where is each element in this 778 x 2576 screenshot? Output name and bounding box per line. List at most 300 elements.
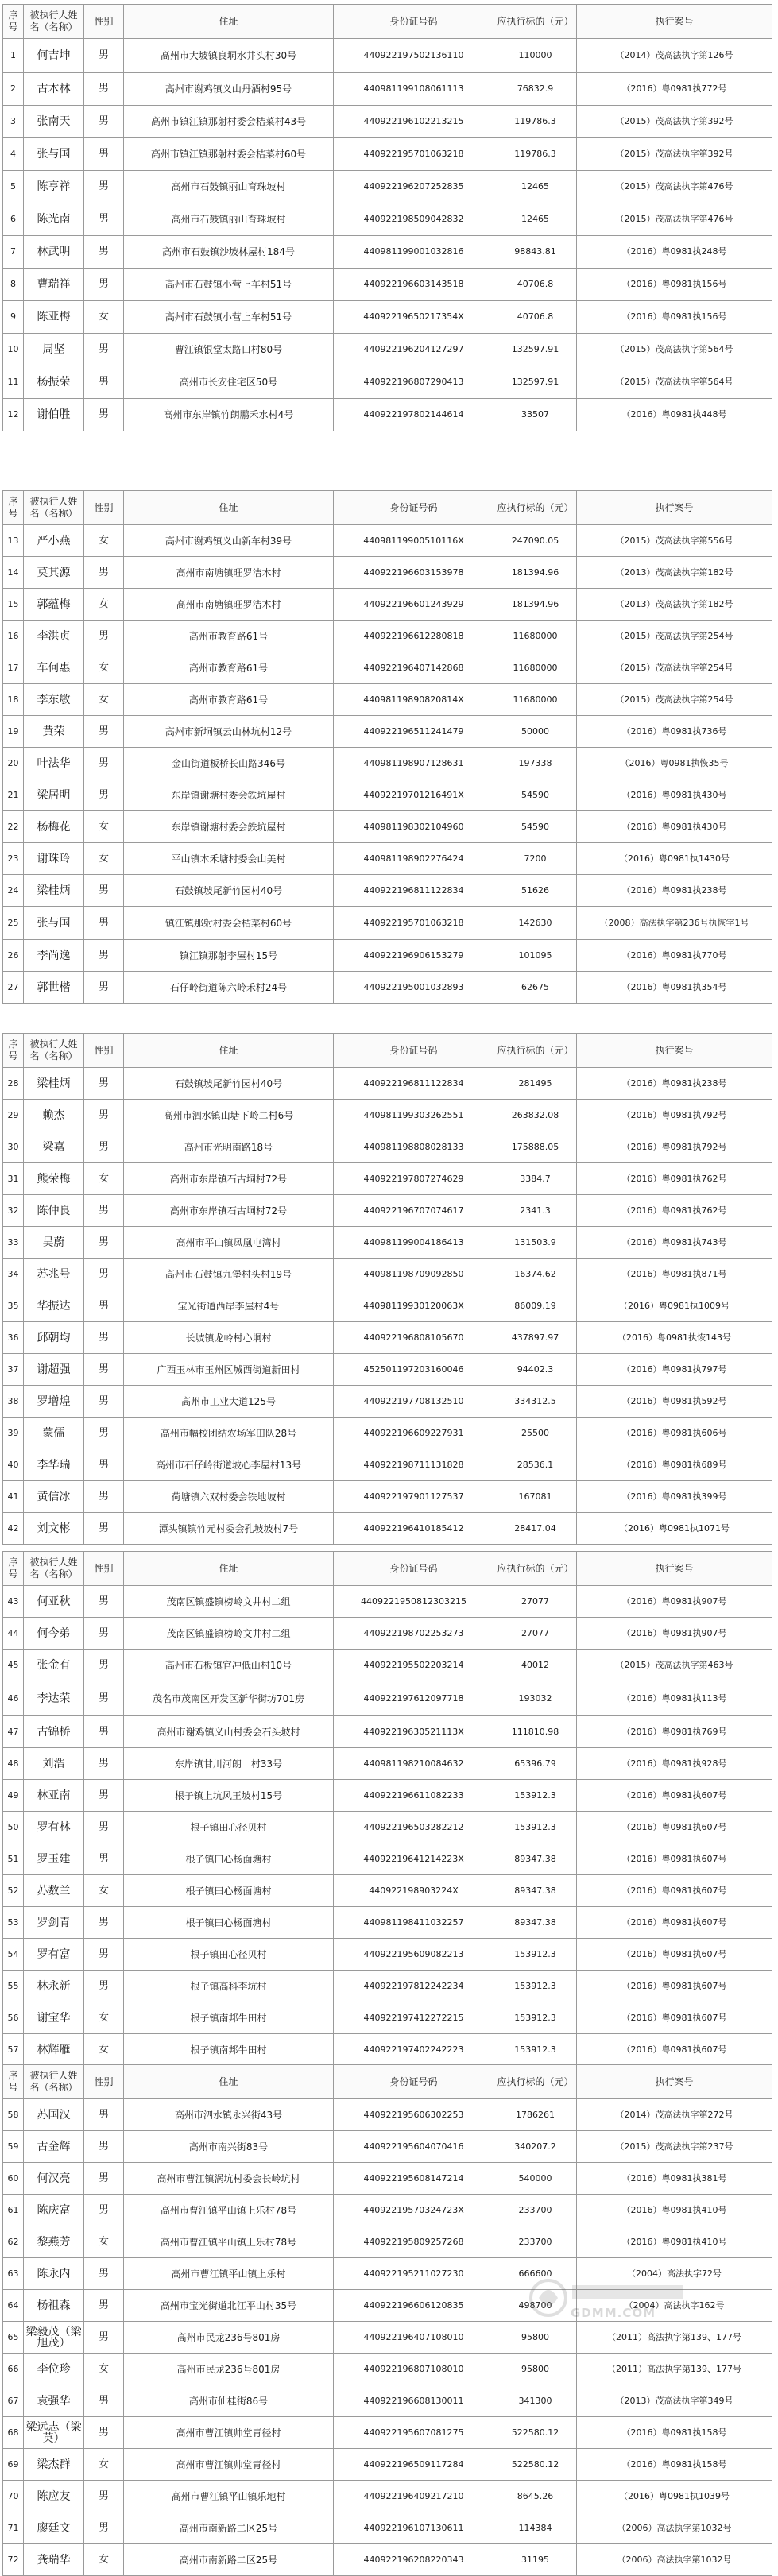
cell-amount: 50000 xyxy=(494,716,577,748)
cell-amount: 131503.9 xyxy=(494,1227,577,1259)
cell-id: 440981199108061113 xyxy=(334,73,494,106)
cell-id: 440922195701063218 xyxy=(334,138,494,171)
cell-sex: 男 xyxy=(84,2385,124,2417)
table-row xyxy=(3,972,772,1004)
cell-case: （2016）粤0981执238号 xyxy=(577,1068,772,1100)
cell-sex: 男 xyxy=(84,1481,124,1513)
cell-address: 高州市石仔岭街道坡心李屋村13号 xyxy=(124,1449,334,1481)
cell-amount: 522580.12 xyxy=(494,2417,577,2449)
cell-sex: 男 xyxy=(84,1290,124,1322)
cell-address: 高州市南塘镇旺罗洁木村 xyxy=(124,557,334,589)
column-header-seq: 序号 xyxy=(3,1034,24,1068)
cell-case: （2016）粤0981执恢35号 xyxy=(577,748,772,779)
table-row xyxy=(3,2449,772,2481)
cell-amount: 153912.3 xyxy=(494,2002,577,2034)
cell-sex: 男 xyxy=(84,1681,124,1716)
cell-address: 根子镇田心杨面塘村 xyxy=(124,1875,334,1907)
table-row xyxy=(3,301,772,334)
table-row xyxy=(3,1843,772,1875)
cell-case: （2004）高法执字72号 xyxy=(577,2258,772,2290)
cell-amount: 40706.8 xyxy=(494,301,577,334)
cell-sex: 男 xyxy=(84,1513,124,1545)
cell-address: 高州市新垌镇云山林坑村12号 xyxy=(124,716,334,748)
cell-amount: 28536.1 xyxy=(494,1449,577,1481)
table-row xyxy=(3,2354,772,2385)
cell-case: （2015）茂高法执字第564号 xyxy=(577,366,772,399)
cell-sex: 男 xyxy=(84,1907,124,1939)
column-header-sex: 性别 xyxy=(84,1552,124,1586)
cell-case: （2016）粤0981执1009号 xyxy=(577,1290,772,1322)
cell-seq: 14 xyxy=(3,557,24,589)
cell-address: 镇江镇那射村委会桔菜村60号 xyxy=(124,907,334,940)
cell-id: 440922197708132510 xyxy=(334,1386,494,1418)
table-row xyxy=(3,203,772,236)
cell-seq: 8 xyxy=(3,269,24,301)
cell-id: 440922198509042832 xyxy=(334,203,494,236)
cell-name: 罗有林 xyxy=(24,1812,84,1843)
cell-sex: 女 xyxy=(84,2226,124,2258)
cell-id: 440922196102213215 xyxy=(334,106,494,138)
column-header-sex: 性别 xyxy=(84,5,124,39)
cell-seq: 15 xyxy=(3,589,24,621)
column-header-address: 住址 xyxy=(124,1034,334,1068)
table-row xyxy=(3,1939,772,1971)
cell-id: 44092219641214223X xyxy=(334,1843,494,1875)
cell-address: 潭头镇镇竹元村委会孔坡坡村7号 xyxy=(124,1513,334,1545)
cell-id: 452501197203160046 xyxy=(334,1354,494,1386)
cell-sex: 男 xyxy=(84,106,124,138)
table-row xyxy=(3,684,772,716)
cell-id: 440981198808028133 xyxy=(334,1131,494,1163)
cell-amount: 8645.26 xyxy=(494,2481,577,2512)
execution-table-section xyxy=(2,2064,772,2576)
cell-id: 440922196511241479 xyxy=(334,716,494,748)
cell-case: （2016）粤0981执410号 xyxy=(577,2226,772,2258)
cell-case: （2016）粤0981执恢143号 xyxy=(577,1322,772,1354)
cell-amount: 498700 xyxy=(494,2290,577,2322)
cell-name: 谢珠玲 xyxy=(24,843,84,875)
cell-address: 高州市东岸镇石古垌村72号 xyxy=(124,1195,334,1227)
cell-sex: 女 xyxy=(84,301,124,334)
column-header-name: 被执行人姓名（名称） xyxy=(24,1552,84,1586)
column-header-seq: 序号 xyxy=(3,5,24,39)
cell-name: 蒙儒 xyxy=(24,1418,84,1449)
cell-id: 440922196609227931 xyxy=(334,1418,494,1449)
table-row xyxy=(3,2131,772,2163)
cell-seq: 21 xyxy=(3,779,24,811)
cell-address: 根子镇田心径贝村 xyxy=(124,1812,334,1843)
cell-id: 44092219890322​4X xyxy=(334,1875,494,1907)
cell-address: 高州市南新路二区25号 xyxy=(124,2512,334,2544)
cell-seq: 69 xyxy=(3,2449,24,2481)
cell-case: （2016）粤0981执607号 xyxy=(577,1875,772,1907)
cell-case: （2015）茂高法执字第237号 xyxy=(577,2131,772,2163)
cell-name: 李达荣 xyxy=(24,1681,84,1716)
table-row xyxy=(3,2099,772,2131)
cell-name: 梁桂炳 xyxy=(24,875,84,907)
table-row xyxy=(3,1259,772,1290)
cell-case: （2016）粤0981执592号 xyxy=(577,1386,772,1418)
table-row xyxy=(3,716,772,748)
cell-name: 何亚秋 xyxy=(24,1586,84,1618)
cell-amount: 193032 xyxy=(494,1681,577,1716)
cell-address: 荷塘镇六双村委会铁地坡村 xyxy=(124,1481,334,1513)
table-row xyxy=(3,1322,772,1354)
cell-sex: 男 xyxy=(84,399,124,431)
cell-seq: 65 xyxy=(3,2322,24,2354)
cell-seq: 6 xyxy=(3,203,24,236)
cell-amount: 28417.04 xyxy=(494,1513,577,1545)
cell-seq: 25 xyxy=(3,907,24,940)
table-row xyxy=(3,1513,772,1545)
cell-address: 高州市镇江镇那射村委会桔菜村60号 xyxy=(124,138,334,171)
cell-name: 车何惠 xyxy=(24,652,84,684)
cell-name: 谢宝华 xyxy=(24,2002,84,2034)
table-row xyxy=(3,875,772,907)
cell-amount: 51626 xyxy=(494,875,577,907)
cell-sex: 男 xyxy=(84,2258,124,2290)
table-row xyxy=(3,1354,772,1386)
cell-amount: 101095 xyxy=(494,940,577,972)
cell-sex: 女 xyxy=(84,843,124,875)
cell-address: 石鼓镇坡尾新竹园村40号 xyxy=(124,875,334,907)
cell-id: 440922195502203214 xyxy=(334,1650,494,1681)
cell-case: （2006）高法执字第1032号 xyxy=(577,2512,772,2544)
cell-seq: 36 xyxy=(3,1322,24,1354)
cell-address: 高州市民龙236号801房 xyxy=(124,2354,334,2385)
cell-case: （2014）茂高法执字第272号 xyxy=(577,2099,772,2131)
cell-address: 高州市东岸镇竹朗鹏禾水村4号 xyxy=(124,399,334,431)
cell-name: 黎燕芳 xyxy=(24,2226,84,2258)
cell-id: 440922196811122834 xyxy=(334,1068,494,1100)
table-row xyxy=(3,1290,772,1322)
cell-amount: 142630 xyxy=(494,907,577,940)
column-header-id: 身份证号码 xyxy=(334,5,494,39)
cell-seq: 22 xyxy=(3,811,24,843)
column-header-name: 被执行人姓名（名称） xyxy=(24,5,84,39)
cell-id: 440981198302104960 xyxy=(334,811,494,843)
cell-id: 44092219570324723X xyxy=(334,2195,494,2226)
cell-name: 张与国 xyxy=(24,907,84,940)
cell-seq: 20 xyxy=(3,748,24,779)
cell-sex: 女 xyxy=(84,684,124,716)
table-row xyxy=(3,39,772,73)
cell-sex: 男 xyxy=(84,1354,124,1386)
column-header-name: 被执行人姓名（名称） xyxy=(24,2065,84,2099)
cell-address: 高州市平山镇凤凰屯湾村 xyxy=(124,1227,334,1259)
cell-case: （2016）粤0981执248号 xyxy=(577,236,772,269)
cell-seq: 24 xyxy=(3,875,24,907)
cell-case: （2016）粤0981执736号 xyxy=(577,716,772,748)
cell-name: 吴蔚 xyxy=(24,1227,84,1259)
cell-case: （2016）粤0981执607号 xyxy=(577,2034,772,2066)
cell-sex: 男 xyxy=(84,875,124,907)
cell-sex: 男 xyxy=(84,621,124,652)
table-row xyxy=(3,106,772,138)
cell-address: 宝光街道西岸李屋村4号 xyxy=(124,1290,334,1322)
cell-seq: 33 xyxy=(3,1227,24,1259)
cell-seq: 27 xyxy=(3,972,24,1004)
cell-sex: 男 xyxy=(84,1618,124,1650)
cell-id: 440922196601243929 xyxy=(334,589,494,621)
cell-address: 高州市大坡镇良垌水井头村30号 xyxy=(124,39,334,73)
cell-address: 根子镇田心杨面塘村 xyxy=(124,1843,334,1875)
column-header-id: 身份证号码 xyxy=(334,491,494,525)
cell-amount: 233700 xyxy=(494,2226,577,2258)
cell-amount: 89347.38 xyxy=(494,1907,577,1939)
cell-case: （2016）粤0981执430号 xyxy=(577,811,772,843)
cell-amount: 11680000 xyxy=(494,684,577,716)
column-header-case: 执行案号 xyxy=(577,491,772,525)
column-header-amount: 应执行标的（元） xyxy=(494,1552,577,1586)
cell-id: 440922196811122834 xyxy=(334,875,494,907)
cell-address: 高州市曹江镇平山镇上乐村78号 xyxy=(124,2226,334,2258)
cell-seq: 5 xyxy=(3,171,24,203)
cell-sex: 男 xyxy=(84,1195,124,1227)
cell-address: 高州市教育路61号 xyxy=(124,621,334,652)
execution-table-section xyxy=(2,1033,772,1545)
cell-seq: 67 xyxy=(3,2385,24,2417)
cell-case: （2016）粤0981执762号 xyxy=(577,1195,772,1227)
cell-amount: 119786.3 xyxy=(494,106,577,138)
cell-name: 华振达 xyxy=(24,1290,84,1322)
cell-seq: 17 xyxy=(3,652,24,684)
cell-id: 44098119890820814X xyxy=(334,684,494,716)
cell-seq: 60 xyxy=(3,2163,24,2195)
cell-amount: 334312.5 xyxy=(494,1386,577,1418)
cell-amount: 119786.3 xyxy=(494,138,577,171)
cell-id: 440922197412272215 xyxy=(334,2002,494,2034)
cell-sex: 男 xyxy=(84,171,124,203)
cell-name: 罗剑青 xyxy=(24,1907,84,1939)
cell-amount: 197338 xyxy=(494,748,577,779)
cell-id: 44092219630521113X xyxy=(334,1716,494,1748)
cell-id: 440922196906153279 xyxy=(334,940,494,972)
cell-name: 陈庆富 xyxy=(24,2195,84,2226)
cell-amount: 25500 xyxy=(494,1418,577,1449)
cell-amount: 33507 xyxy=(494,399,577,431)
cell-name: 古木林 xyxy=(24,73,84,106)
cell-sex: 男 xyxy=(84,1259,124,1290)
cell-amount: 110000 xyxy=(494,39,577,73)
cell-amount: 12465 xyxy=(494,171,577,203)
column-header-address: 住址 xyxy=(124,5,334,39)
cell-sex: 男 xyxy=(84,1939,124,1971)
cell-sex: 男 xyxy=(84,2099,124,2131)
cell-name: 梁桂炳 xyxy=(24,1068,84,1100)
cell-amount: 31195 xyxy=(494,2544,577,2576)
table-row xyxy=(3,2385,772,2417)
cell-amount: 54590 xyxy=(494,779,577,811)
cell-seq: 61 xyxy=(3,2195,24,2226)
cell-sex: 男 xyxy=(84,907,124,940)
table-row xyxy=(3,2034,772,2066)
table-row xyxy=(3,907,772,940)
cell-seq: 37 xyxy=(3,1354,24,1386)
table-row xyxy=(3,1780,772,1812)
cell-seq: 12 xyxy=(3,399,24,431)
cell-sex: 男 xyxy=(84,1843,124,1875)
cell-address: 石仔岭街道陈六岭禾村24号 xyxy=(124,972,334,1004)
cell-address: 石鼓镇坡尾新竹园村40号 xyxy=(124,1068,334,1100)
cell-address: 根子镇高科李坑村 xyxy=(124,1971,334,2002)
cell-case: （2016）粤0981执1071号 xyxy=(577,1513,772,1545)
cell-amount: 153912.3 xyxy=(494,1939,577,1971)
cell-sex: 男 xyxy=(84,716,124,748)
cell-address: 高州市曹江镇平山镇乐地村 xyxy=(124,2481,334,2512)
column-header-amount: 应执行标的（元） xyxy=(494,491,577,525)
table-row xyxy=(3,1650,772,1681)
table-row xyxy=(3,2258,772,2290)
cell-seq: 70 xyxy=(3,2481,24,2512)
cell-name: 陈亚梅 xyxy=(24,301,84,334)
cell-sex: 男 xyxy=(84,1780,124,1812)
table-row xyxy=(3,1481,772,1513)
cell-id: 440922196107130611 xyxy=(334,2512,494,2544)
cell-id: 440922196707074617 xyxy=(334,1195,494,1227)
cell-case: （2016）粤0981执158号 xyxy=(577,2417,772,2449)
cell-address: 高州市石鼓镇丽山育珠坡村 xyxy=(124,171,334,203)
cell-sex: 女 xyxy=(84,1163,124,1195)
cell-name: 李位珍 xyxy=(24,2354,84,2385)
cell-id: 440922195081230321​5 xyxy=(334,1586,494,1618)
cell-id: 440981199303262551 xyxy=(334,1100,494,1131)
cell-address: 高州市石鼓镇小营上车村51号 xyxy=(124,301,334,334)
cell-seq: 46 xyxy=(3,1681,24,1716)
table-row xyxy=(3,399,772,431)
cell-address: 高州市曹江镇涡坑村委会长岭坑村 xyxy=(124,2163,334,2195)
cell-sex: 男 xyxy=(84,39,124,73)
cell-name: 张南天 xyxy=(24,106,84,138)
cell-address: 高州市东岸镇石古垌村72号 xyxy=(124,1163,334,1195)
cell-seq: 71 xyxy=(3,2512,24,2544)
cell-name: 梁居明 xyxy=(24,779,84,811)
column-header-id: 身份证号码 xyxy=(334,2065,494,2099)
column-header-case: 执行案号 xyxy=(577,2065,772,2099)
cell-case: （2016）粤0981执1430号 xyxy=(577,843,772,875)
column-header-id: 身份证号码 xyxy=(334,1034,494,1068)
cell-amount: 181394.96 xyxy=(494,557,577,589)
cell-case: （2016）粤0981执607号 xyxy=(577,1812,772,1843)
cell-seq: 50 xyxy=(3,1812,24,1843)
cell-case: （2016）粤0981执792号 xyxy=(577,1131,772,1163)
cell-seq: 23 xyxy=(3,843,24,875)
cell-amount: 175888.05 xyxy=(494,1131,577,1163)
cell-address: 高州市曹江镇平山镇上乐村78号 xyxy=(124,2195,334,2226)
cell-sex: 男 xyxy=(84,2417,124,2449)
cell-seq: 51 xyxy=(3,1843,24,1875)
table-row xyxy=(3,1875,772,1907)
cell-amount: 11680000 xyxy=(494,621,577,652)
cell-name: 郭世楷 xyxy=(24,972,84,1004)
cell-address: 根子镇南邦牛田村 xyxy=(124,2034,334,2066)
cell-id: 440922197901127537 xyxy=(334,1481,494,1513)
cell-seq: 28 xyxy=(3,1068,24,1100)
cell-name: 杨振荣 xyxy=(24,366,84,399)
table-row xyxy=(3,269,772,301)
column-header-name: 被执行人姓名（名称） xyxy=(24,491,84,525)
cell-seq: 52 xyxy=(3,1875,24,1907)
cell-name: 陈应友 xyxy=(24,2481,84,2512)
cell-address: 高州市曹江镇帅堂青径村 xyxy=(124,2417,334,2449)
cell-amount: 167081 xyxy=(494,1481,577,1513)
table-row xyxy=(3,1100,772,1131)
cell-amount: 340207.2 xyxy=(494,2131,577,2163)
table-row xyxy=(3,1418,772,1449)
cell-seq: 18 xyxy=(3,684,24,716)
cell-case: （2013）茂高法执字第349号 xyxy=(577,2385,772,2417)
cell-id: 440922195211027230 xyxy=(334,2258,494,2290)
cell-address: 高州市曹江镇平山镇上乐村 xyxy=(124,2258,334,2290)
cell-case: （2016）粤0981执689号 xyxy=(577,1449,772,1481)
cell-name: 熊荣梅 xyxy=(24,1163,84,1195)
cell-sex: 男 xyxy=(84,1449,124,1481)
cell-case: （2016）粤0981执430号 xyxy=(577,779,772,811)
cell-id: 440922195609082213 xyxy=(334,1939,494,1971)
table-row xyxy=(3,1449,772,1481)
cell-address: 长坡镇龙岭村心垌村 xyxy=(124,1322,334,1354)
cell-amount: 437897.97 xyxy=(494,1322,577,1354)
cell-address: 茂名市茂南区开发区新华街坊701房 xyxy=(124,1681,334,1716)
cell-sex: 男 xyxy=(84,1322,124,1354)
cell-amount: 95800 xyxy=(494,2322,577,2354)
table-row xyxy=(3,2322,772,2354)
cell-case: （2016）粤0981执156号 xyxy=(577,301,772,334)
cell-address: 高州市曹江镇帅堂青径村 xyxy=(124,2449,334,2481)
cell-address: 根子镇南邦牛田村 xyxy=(124,2002,334,2034)
cell-seq: 9 xyxy=(3,301,24,334)
column-header-sex: 性别 xyxy=(84,2065,124,2099)
cell-case: （2016）粤0981执354号 xyxy=(577,972,772,1004)
cell-seq: 10 xyxy=(3,334,24,366)
cell-amount: 7200 xyxy=(494,843,577,875)
cell-amount: 27077 xyxy=(494,1618,577,1650)
cell-seq: 66 xyxy=(3,2354,24,2385)
cell-seq: 72 xyxy=(3,2544,24,2576)
cell-case: （2016）粤0981执770号 xyxy=(577,940,772,972)
cell-amount: 3384.7 xyxy=(494,1163,577,1195)
cell-address: 高州市幅校团结农场军田队28号 xyxy=(124,1418,334,1449)
cell-case: （2016）粤0981执607号 xyxy=(577,1971,772,2002)
cell-amount: 281495 xyxy=(494,1068,577,1100)
cell-case: （2016）粤0981执607号 xyxy=(577,1939,772,1971)
cell-sex: 男 xyxy=(84,269,124,301)
cell-sex: 女 xyxy=(84,2002,124,2034)
cell-sex: 男 xyxy=(84,2322,124,2354)
cell-seq: 56 xyxy=(3,2002,24,2034)
cell-sex: 男 xyxy=(84,748,124,779)
cell-case: （2015）茂高法执字第254号 xyxy=(577,621,772,652)
cell-seq: 30 xyxy=(3,1131,24,1163)
cell-name: 袁强华 xyxy=(24,2385,84,2417)
column-header-address: 住址 xyxy=(124,2065,334,2099)
cell-address: 高州市南新路二区25号 xyxy=(124,2544,334,2576)
cell-name: 林亚南 xyxy=(24,1780,84,1812)
cell-case: （2013）茂高法执字第182号 xyxy=(577,557,772,589)
execution-table-section xyxy=(2,4,772,431)
cell-sex: 男 xyxy=(84,1650,124,1681)
cell-case: （2004）高法执字162号 xyxy=(577,2290,772,2322)
cell-address: 高州市工业大道125号 xyxy=(124,1386,334,1418)
cell-address: 高州市镇江镇那射村委会桔菜村43号 xyxy=(124,106,334,138)
cell-sex: 男 xyxy=(84,1748,124,1780)
cell-name: 杨祖森 xyxy=(24,2290,84,2322)
table-row xyxy=(3,2002,772,2034)
cell-case: （2006）高法执字第1032号 xyxy=(577,2544,772,2576)
cell-amount: 62675 xyxy=(494,972,577,1004)
cell-seq: 62 xyxy=(3,2226,24,2258)
cell-address: 金山街道板桥长山路346号 xyxy=(124,748,334,779)
